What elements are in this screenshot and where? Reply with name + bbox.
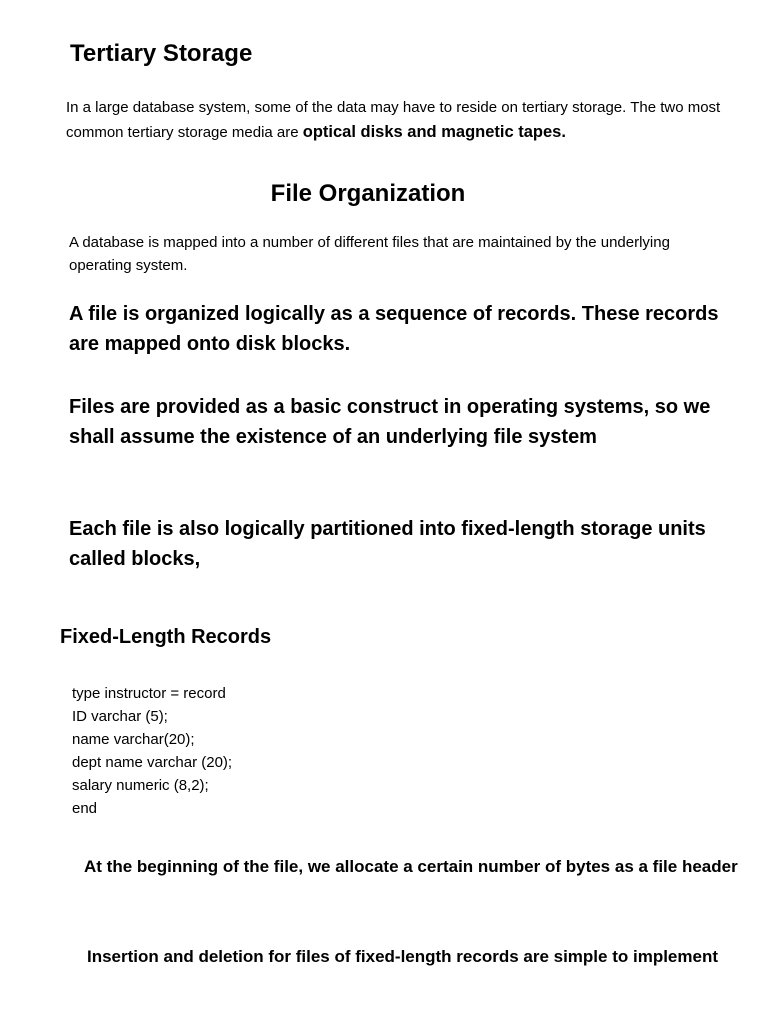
code-line: name varchar(20); [72, 731, 195, 748]
record-type-definition [72, 682, 232, 820]
code-line: salary numeric (8,2); [72, 777, 209, 794]
code-line: dept name varchar (20); [72, 754, 233, 771]
code-line: ID varchar (5); [72, 708, 168, 725]
tertiary-storage-paragraph [66, 95, 746, 145]
file-organization-intro: A database is mapped into a number of different files that are maintained by the underlying operating system. [69, 234, 670, 274]
file-organization-point-2: Files are provided as a basic construct in operating systems, so we shall assume the existence of an underlying file system [69, 396, 711, 448]
code-line: type instructor = record [72, 685, 226, 702]
code-line: end [72, 800, 98, 817]
tertiary-storage-media-bold: optical disks and magnetic tapes. [302, 123, 566, 141]
tertiary-storage-text: In a large database system, some of the data may have to reside on tertiary storage. The two most common tertiary storage media are [66, 99, 721, 141]
fixed-length-records-heading: Fixed-Length Records [60, 626, 272, 648]
file-organization-point-3: Each file is also logically partitioned into fixed-length storage units called blocks, [69, 518, 706, 570]
insertion-deletion-note: Insertion and deletion for files of fixed-length records are simple to implement [87, 947, 718, 966]
file-header-note: At the beginning of the file, we allocate a certain number of bytes as a file header [84, 857, 738, 876]
tertiary-storage-heading: Tertiary Storage [70, 40, 253, 67]
file-organization-point-1: A file is organized logically as a sequence of records. These records are mapped onto disk blocks. [69, 303, 719, 355]
file-organization-heading: File Organization [270, 180, 466, 207]
